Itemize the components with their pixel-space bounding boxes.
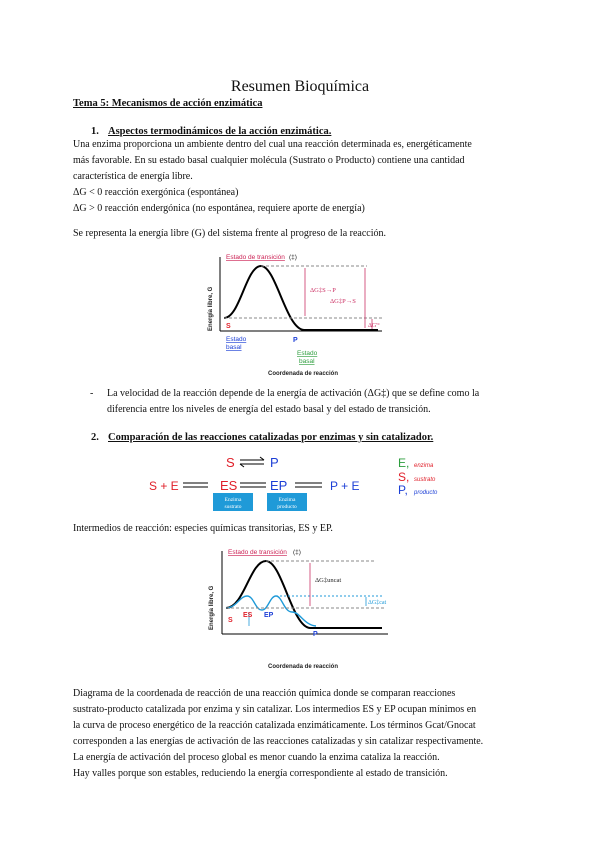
document-title: Resumen Bioquímica (230, 78, 370, 95)
final-line: Diagrama de la coordenada de reacción de una reacción química donde se comparan reacciones (73, 688, 456, 699)
section1-line: característica de energía libre. (73, 171, 193, 182)
diagram1-x-label: Coordenada de reacción (267, 371, 339, 377)
diagram1-basal-left-1: Estado (226, 336, 247, 343)
section1-title: Aspectos termodinámicos de la acción enzimática. (108, 126, 332, 137)
scheme-top-s: S (226, 455, 235, 470)
scheme-box-ep-line1: Enzima (278, 497, 296, 503)
scheme-ep: EP (270, 478, 288, 493)
legend-word-producto: producto (414, 490, 438, 496)
diagram1-y-label: Energía libre, G (208, 286, 214, 331)
diagram1-ts-symbol: (‡) (289, 254, 297, 261)
scheme-box-es-line2: sustrato (224, 504, 242, 510)
section1-line: ΔG > 0 reacción endergónica (no espontánea, requiere aporte de energía) (73, 203, 365, 214)
diagram1-dg-ps: ΔG‡P→S (330, 298, 356, 305)
diagram2-ep-label: EP (264, 612, 274, 619)
diagram2-dg-uncat: ΔG‡uncat (315, 577, 342, 584)
diagram2-es-label: ES (243, 612, 253, 619)
diagram1-s-label: S (226, 323, 231, 330)
bullet-line: diferencia entre los niveles de energía del estado basal y del estado de transición. (107, 404, 431, 415)
section2-title: Comparación de las reacciones catalizadas por enzimas y sin catalizador. (108, 432, 434, 443)
legend-word-sustrato: sustrato (414, 477, 436, 483)
final-line: La energía de activación del proceso global es menor cuando la enzima cataliza la reacción. (73, 752, 440, 763)
diagram2-background (205, 542, 395, 660)
diagram2-ts-symbol: (‡) (293, 549, 301, 556)
document-subtitle: Tema 5: Mecanismos de acción enzimática (73, 98, 263, 109)
diagram2-x-label: Coordenada de reacción (267, 664, 339, 670)
diagram2-y-label: Energía libre, G (209, 585, 215, 630)
diagram1-basal-left-2: basal (226, 344, 242, 351)
final-paragraph (73, 686, 483, 782)
scheme-s-plus-e: S + E (149, 479, 179, 493)
diagram1-basal-right-1: Estado (297, 350, 318, 357)
section1-line: más favorable. En su estado basal cualquier molécula (Sustrato o Producto) contiene una cantidad (73, 155, 465, 166)
diagram2-dg-cat: ΔG‡cat (368, 600, 387, 606)
bullet-dash: - (90, 388, 94, 399)
final-line: Hay valles porque son estables, reduciendo la energía correspondiente al estado de transición. (73, 768, 448, 779)
scheme-box-ep-line2: producto (277, 504, 297, 510)
legend-letter-s: S, (398, 470, 410, 484)
diagram1-p-label: P (293, 337, 298, 344)
bullet-line: La velocidad de la reacción depende de la energía de activación (ΔG‡) que se define como la (107, 388, 480, 399)
diagram1-basal-right-2: basal (299, 358, 315, 365)
section2-number: 2. (91, 432, 99, 443)
scheme-top-p: P (270, 455, 279, 470)
intermediates-line: Intermedios de reacción: especies químicas transitorias, ES y EP. (73, 523, 333, 534)
diagram2-s-label: S (228, 617, 233, 624)
legend-letter-e: E, (398, 456, 410, 470)
diagram2-p-label: P (313, 631, 318, 638)
section1-number: 1. (91, 126, 99, 137)
legend-word-enzima: enzima (414, 463, 434, 469)
final-line: la curva de proceso energético de la reacción catalizada enzimáticamente. Los términos Gcat/Gnocat (73, 720, 476, 731)
diagram1-dg-prime: ΔG'° (368, 323, 380, 329)
diagram2-ts-label: Estado de transición (228, 549, 287, 556)
legend-letter-p: P, (398, 483, 408, 497)
scheme-es: ES (220, 478, 238, 493)
section1-line: ΔG < 0 reacción exergónica (espontánea) (73, 187, 239, 198)
final-line: sustrato-producto catalizada por enzima y sin catalizar. Los intermedios ES y EP ocupan mínimos en (73, 704, 477, 715)
final-line: corresponden a las energías de activación de las reacciones catalizadas y sin catalizar respectivamente. (73, 736, 484, 747)
scheme-box-es-line1: Enzima (224, 497, 242, 503)
section1-line: Una enzima proporciona un ambiente dentro del cual una reacción determinada es, energéticamente (73, 139, 472, 150)
diagram1-ts-label: Estado de transición (226, 254, 285, 261)
scheme-p-plus-e: P + E (330, 479, 360, 493)
diagram-intro: Se representa la energía libre (G) del sistema frente al progreso de la reacción. (73, 228, 387, 239)
diagram1-dg-sp: ΔG‡S→P (310, 287, 336, 294)
